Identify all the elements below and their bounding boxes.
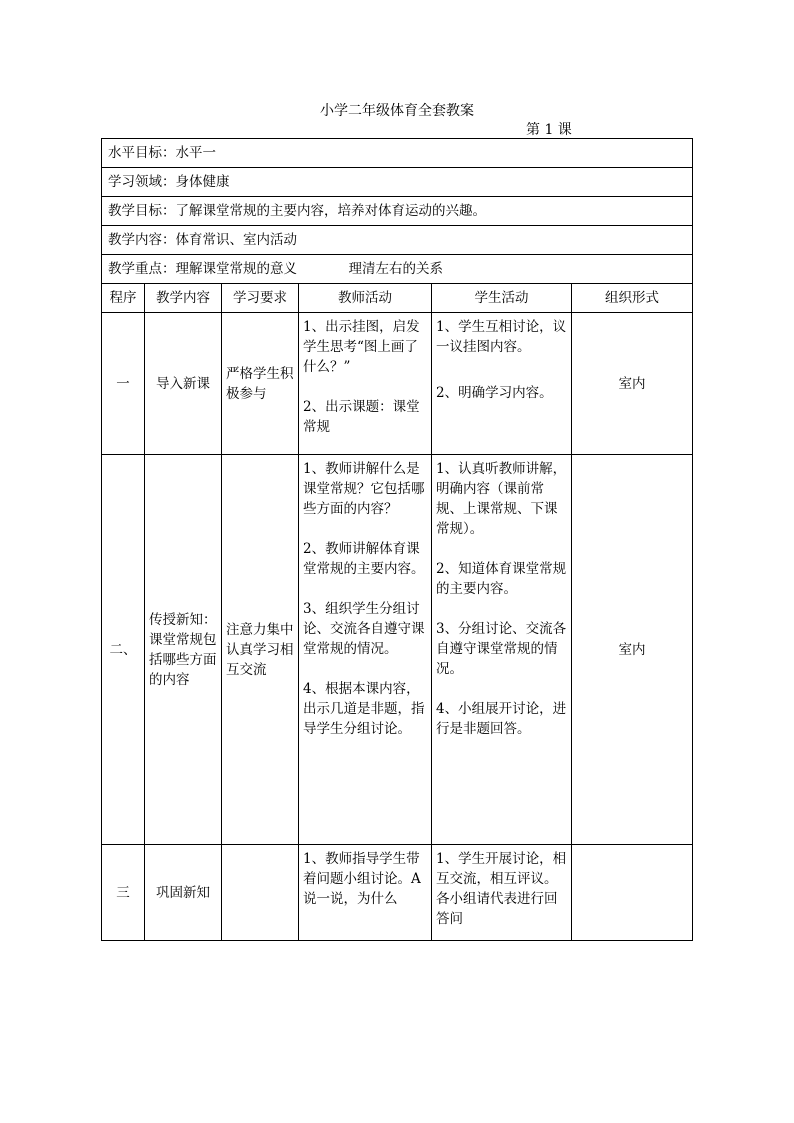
- info-level: 水平目标：水平一: [102, 139, 693, 168]
- student-activity: 1、认真听教师讲解，明确内容（课前常规、上课常规、下课常规）。: [436, 461, 567, 537]
- teacher-activity: 1、教师讲解什么是课堂常规？它包括哪些方面的内容？: [303, 461, 425, 517]
- student-activity: 2、明确学习内容。: [436, 385, 553, 401]
- requirement-cell: [222, 845, 299, 941]
- student-activity: 1、学生互相讨论，议一议挂图内容。: [436, 319, 567, 355]
- student-activity: 2、知道体育课堂常规的主要内容。: [436, 561, 567, 597]
- student-activity: 4、小组展开讨论，进行是非题回答。: [436, 701, 567, 737]
- info-focus: 教学重点：理解课堂常规的意义 理清左右的关系: [102, 255, 693, 284]
- header-step: 程序: [102, 284, 145, 313]
- teacher-activity: 2、出示课题：课堂常规: [303, 399, 420, 435]
- teacher-activity: 4、根据本课内容，出示几道是非题，指导学生分组讨论。: [303, 681, 425, 737]
- organization-cell: [572, 845, 693, 941]
- teacher-cell: [299, 313, 432, 455]
- content-cell: 巩固新知: [145, 845, 222, 941]
- teacher-activity: 2、教师讲解体育课堂常规的主要内容。: [303, 541, 425, 577]
- info-domain: 学习领域：身体健康: [102, 168, 693, 197]
- student-activity: 3、分组讨论、交流各自遵守课堂常规的情况。: [436, 621, 567, 677]
- table-row: [102, 845, 693, 941]
- organization-cell: 室内: [572, 313, 693, 455]
- table-row: [102, 313, 693, 455]
- teacher-cell: [299, 455, 432, 845]
- step-cell: 一: [102, 313, 145, 455]
- organization-cell: 室内: [572, 455, 693, 845]
- student-cell: [432, 845, 572, 941]
- header-requirement: 学习要求: [222, 284, 299, 313]
- teacher-activity: 3、组织学生分组讨论、交流各自遵守课堂常规的情况。: [303, 601, 425, 657]
- info-content: 教学内容：体育常识、室内活动: [102, 226, 693, 255]
- teacher-cell: [299, 845, 432, 941]
- student-cell: [432, 455, 572, 845]
- requirement-cell: 注意力集中 认真学习相互交流: [222, 455, 299, 845]
- student-cell: [432, 313, 572, 455]
- teacher-activity: 1、出示挂图，启发学生思考“图上画了什么？”: [303, 319, 420, 375]
- requirement-cell: 严格学生积极参与: [222, 313, 299, 455]
- content-cell: 传授新知：课堂常规包括哪些方面的内容: [145, 455, 222, 845]
- table-row: [102, 455, 693, 845]
- header-organization: 组织形式: [572, 284, 693, 313]
- header-content: 教学内容: [145, 284, 222, 313]
- teacher-activity: 1、教师指导学生带着问题小组讨论。A 说一说，为什么: [303, 851, 421, 907]
- lesson-number: 第 1 课: [526, 122, 572, 138]
- info-goal: 教学目标：了解课堂常规的主要内容，培养对体育运动的兴趣。: [102, 197, 693, 226]
- header-student: 学生活动: [432, 284, 572, 313]
- lesson-plan-table: [101, 138, 693, 941]
- step-cell: 三: [102, 845, 145, 941]
- student-activity: 1、学生开展讨论，相互交流，相互评议。各小组请代表进行回答问: [436, 851, 567, 927]
- document-title: 小学二年级体育全套教案: [320, 103, 474, 119]
- header-teacher: 教师活动: [299, 284, 432, 313]
- content-cell: 导入新课: [145, 313, 222, 455]
- step-cell: 二、: [102, 455, 145, 845]
